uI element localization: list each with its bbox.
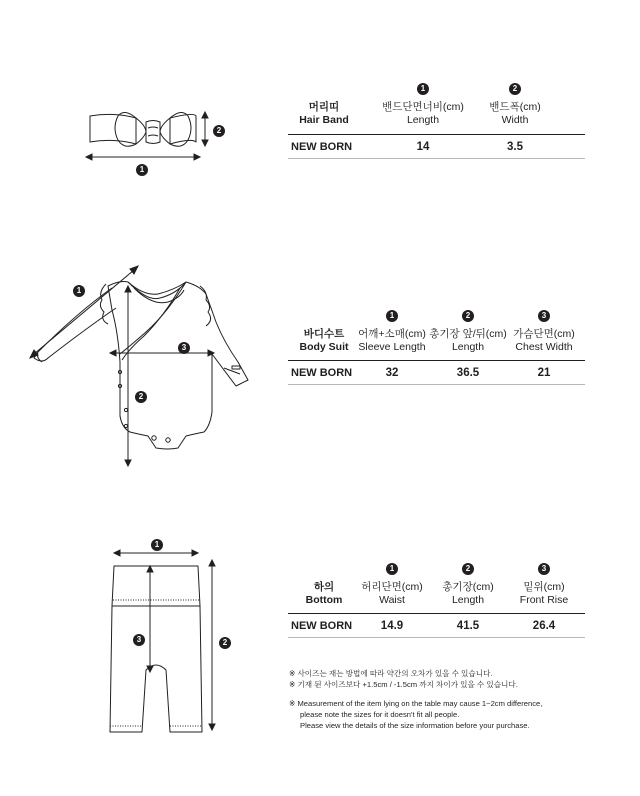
hairband-marker-1: 1 [136,163,148,182]
bottom-header-rule [288,613,585,614]
bottom-col-waist: 1 허리단면(cm) Waist [361,564,423,606]
note-ko-1: ※ 사이즈는 재는 방법에 따라 약간의 오차가 있을 수 있습니다. [289,669,493,678]
bodysuit-value-length: 36.5 [456,367,480,379]
hairband-col-width: 2 밴드폭(cm) Width [489,84,541,126]
bottom-row-rule [288,637,585,638]
hairband-header-rule [288,134,585,135]
bodysuit-col-sleeve: 1 어깨+소매(cm) Sleeve Length [358,311,426,353]
size-notes [289,668,619,731]
bottom-col-rise: 3 밑위(cm) Front Rise [519,564,569,606]
bottom-marker-3: 3 [133,633,145,652]
hairband-table [288,82,585,153]
hairband-label: 머리띠 Hair Band [299,101,349,126]
bodysuit-header-rule [288,360,585,361]
bodysuit-col-chest: 3 가슴단면(cm) Chest Width [513,311,575,353]
bottom-size: NEW BORN [291,620,353,632]
bodysuit-value-sleeve: 32 [385,367,399,379]
note-en-1: ※ Measurement of the item lying on the table may cause 1~2cm difference, [289,699,543,708]
bodysuit-label: 바디수트 Body Suit [299,328,349,353]
bodysuit-col-length: 2 총기장 앞/뒤(cm) Length [429,311,507,353]
bodysuit-size: NEW BORN [291,367,353,379]
bodysuit-marker-3: 3 [178,341,190,360]
bodysuit-marker-1: 1 [73,284,85,303]
bodysuit-row-rule [288,384,585,385]
bottom-marker-2: 2 [219,636,231,655]
bottom-value-length: 41.5 [456,620,480,632]
hairband-col-length: 1 밴드단면너비(cm) Length [382,84,464,126]
hairband-row-rule [288,158,585,159]
hairband-size: NEW BORN [291,141,353,153]
hairband-value-length: 14 [416,141,430,153]
note-ko-2: ※ 기재 된 사이즈보다 +1.5cm / -1.5cm 까지 차이가 있을 수 있습니다. [289,680,518,689]
bottom-label: 하의 Bottom [305,581,343,606]
bottom-value-rise: 26.4 [532,620,556,632]
bottom-table [288,562,585,632]
bottom-value-waist: 14.9 [380,620,404,632]
hairband-marker-2: 2 [213,124,225,143]
note-en-2: please note the sizes for it doesn't fit all people. [300,710,460,719]
bodysuit-marker-2: 2 [135,390,147,409]
bottom-col-length: 2 총기장(cm) Length [442,564,494,606]
hairband-value-width: 3.5 [507,141,523,153]
bottom-marker-1: 1 [151,538,163,557]
bottom-illustration [106,560,206,740]
note-en-3: Please view the details of the size information before your purchase. [300,721,530,730]
hairband-length-arrow [86,150,200,164]
bottom-length-arrow [206,560,218,730]
bodysuit-value-chest: 21 [537,367,551,379]
bottom-rise-arrow [144,566,156,672]
bodysuit-length-arrow [122,286,134,466]
bodysuit-table [288,309,585,379]
hairband-width-arrow [200,112,210,146]
